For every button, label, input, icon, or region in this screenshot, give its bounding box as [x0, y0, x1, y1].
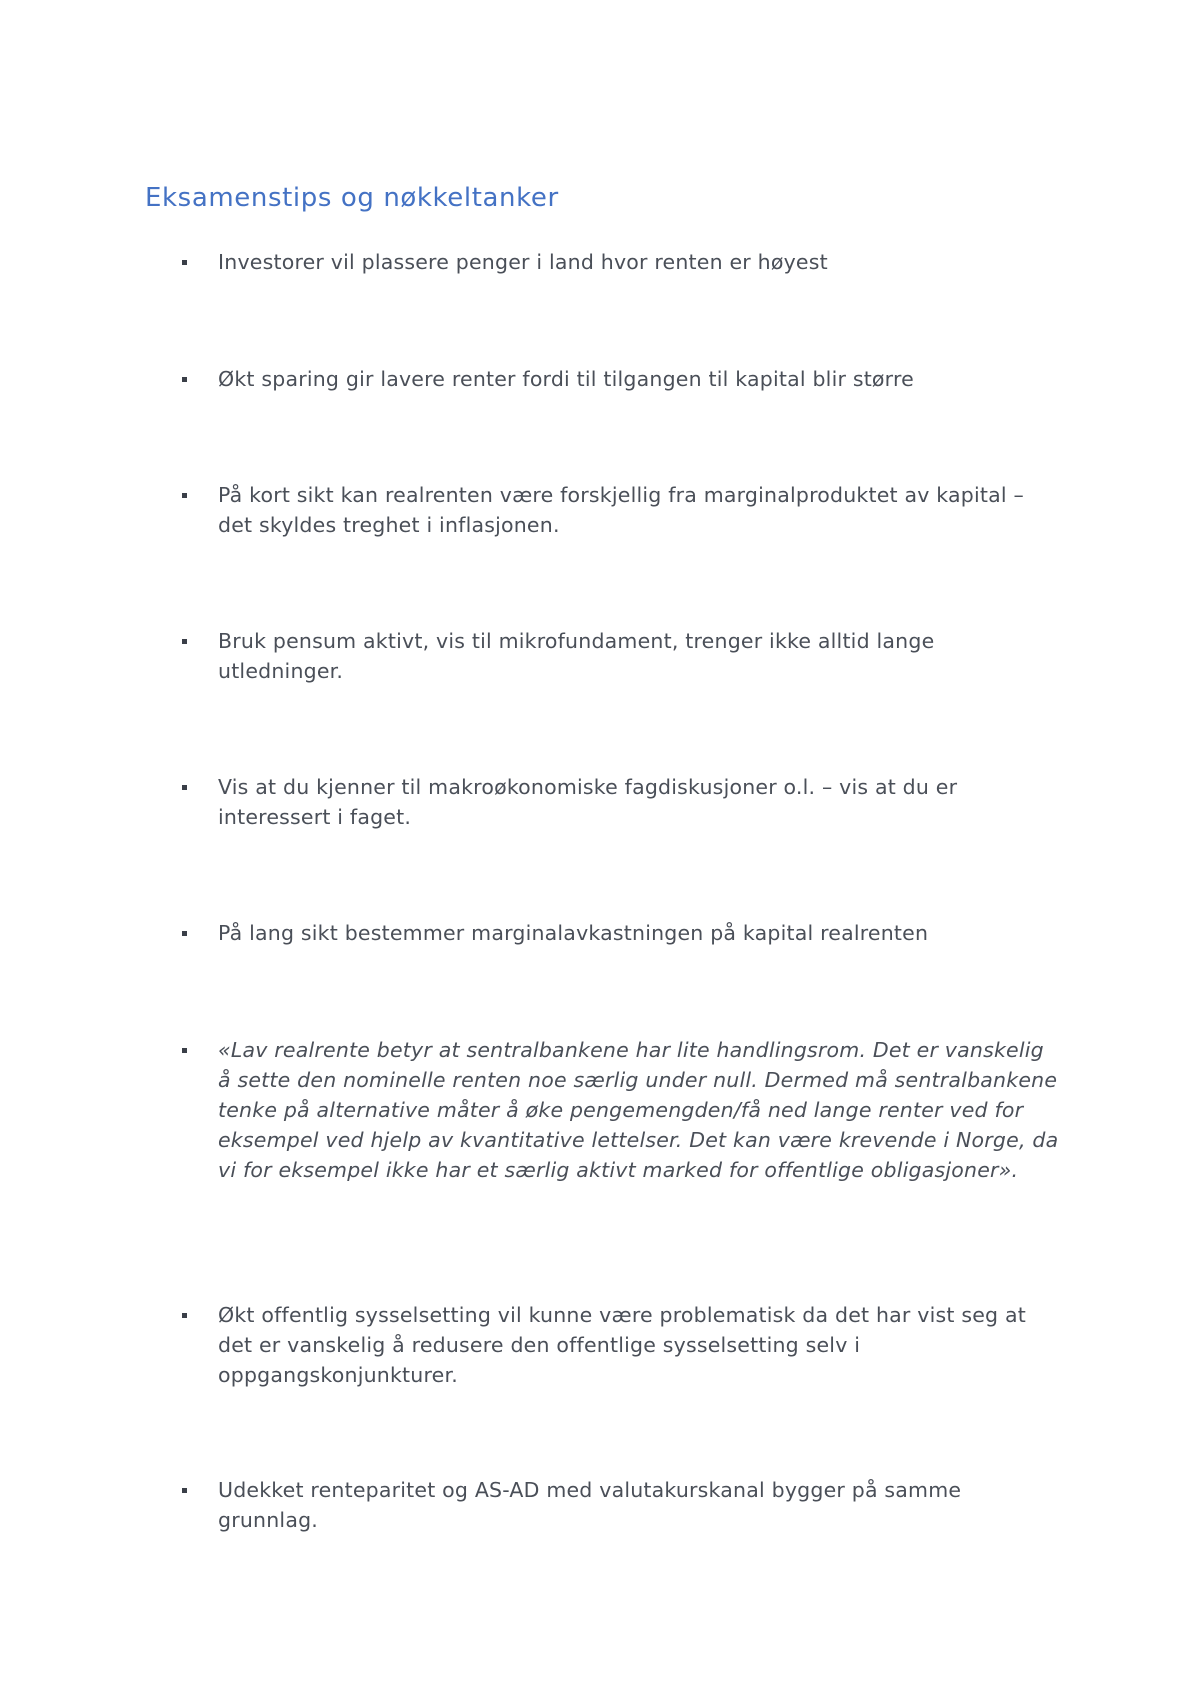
list-item: [182, 626, 1062, 686]
list-item-text: Økt sparing gir lavere renter fordi til tilgangen til kapital blir større: [218, 367, 914, 391]
list-item-text: Bruk pensum aktivt, vis til mikrofundament, trenger ikke alltid lange utledninger.: [218, 629, 935, 683]
list-item: [182, 772, 1062, 832]
list-item-text: På lang sikt bestemmer marginalavkastningen på kapital realrenten: [218, 921, 929, 945]
list-item-text: «Lav realrente betyr at sentralbankene har lite handlingsrom. Det er vanskelig å sette den nominelle renten noe særlig under null. Dermed må sentralbankene tenke på alternative måter å øke pengemengden/få ned lange renter ved for eksempel ved hjelp av kvantitative lettelser. Det kan være krevende i Norge, da vi for eksempel ikke har et særlig aktivt marked for offentlige obligasjoner».: [218, 1038, 1059, 1182]
list-item: [182, 247, 1062, 277]
list-item: [182, 364, 1062, 394]
page-title: Eksamenstips og nøkkeltanker: [145, 183, 559, 213]
bullet-icon: [182, 639, 187, 644]
list-item: [182, 1035, 1062, 1185]
bullet-icon: [182, 785, 187, 790]
bullet-icon: [182, 1488, 187, 1493]
list-item: [182, 918, 1062, 948]
bullet-icon: [182, 1313, 187, 1318]
list-item: [182, 1475, 1062, 1535]
bullet-icon: [182, 493, 187, 498]
list-item-text: På kort sikt kan realrenten være forskjellig fra marginalproduktet av kapital – det skyldes treghet i inflasjonen.: [218, 483, 1024, 537]
list-item-text: Økt offentlig sysselsetting vil kunne være problematisk da det har vist seg at det er vanskelig å redusere den offentlige sysselsetting selv i oppgangskonjunkturer.: [218, 1303, 1026, 1387]
list-item: [182, 480, 1062, 540]
list-item-text: Investorer vil plassere penger i land hvor renten er høyest: [218, 250, 828, 274]
bullet-icon: [182, 377, 187, 382]
bullet-icon: [182, 1048, 187, 1053]
bullet-icon: [182, 931, 187, 936]
list-item-text: Udekket renteparitet og AS-AD med valutakurskanal bygger på samme grunnlag.: [218, 1478, 962, 1532]
list-item-text: Vis at du kjenner til makroøkonomiske fagdiskusjoner o.l. – vis at du er interessert i faget.: [218, 775, 958, 829]
bullet-icon: [182, 260, 187, 265]
list-item: [182, 1300, 1062, 1390]
